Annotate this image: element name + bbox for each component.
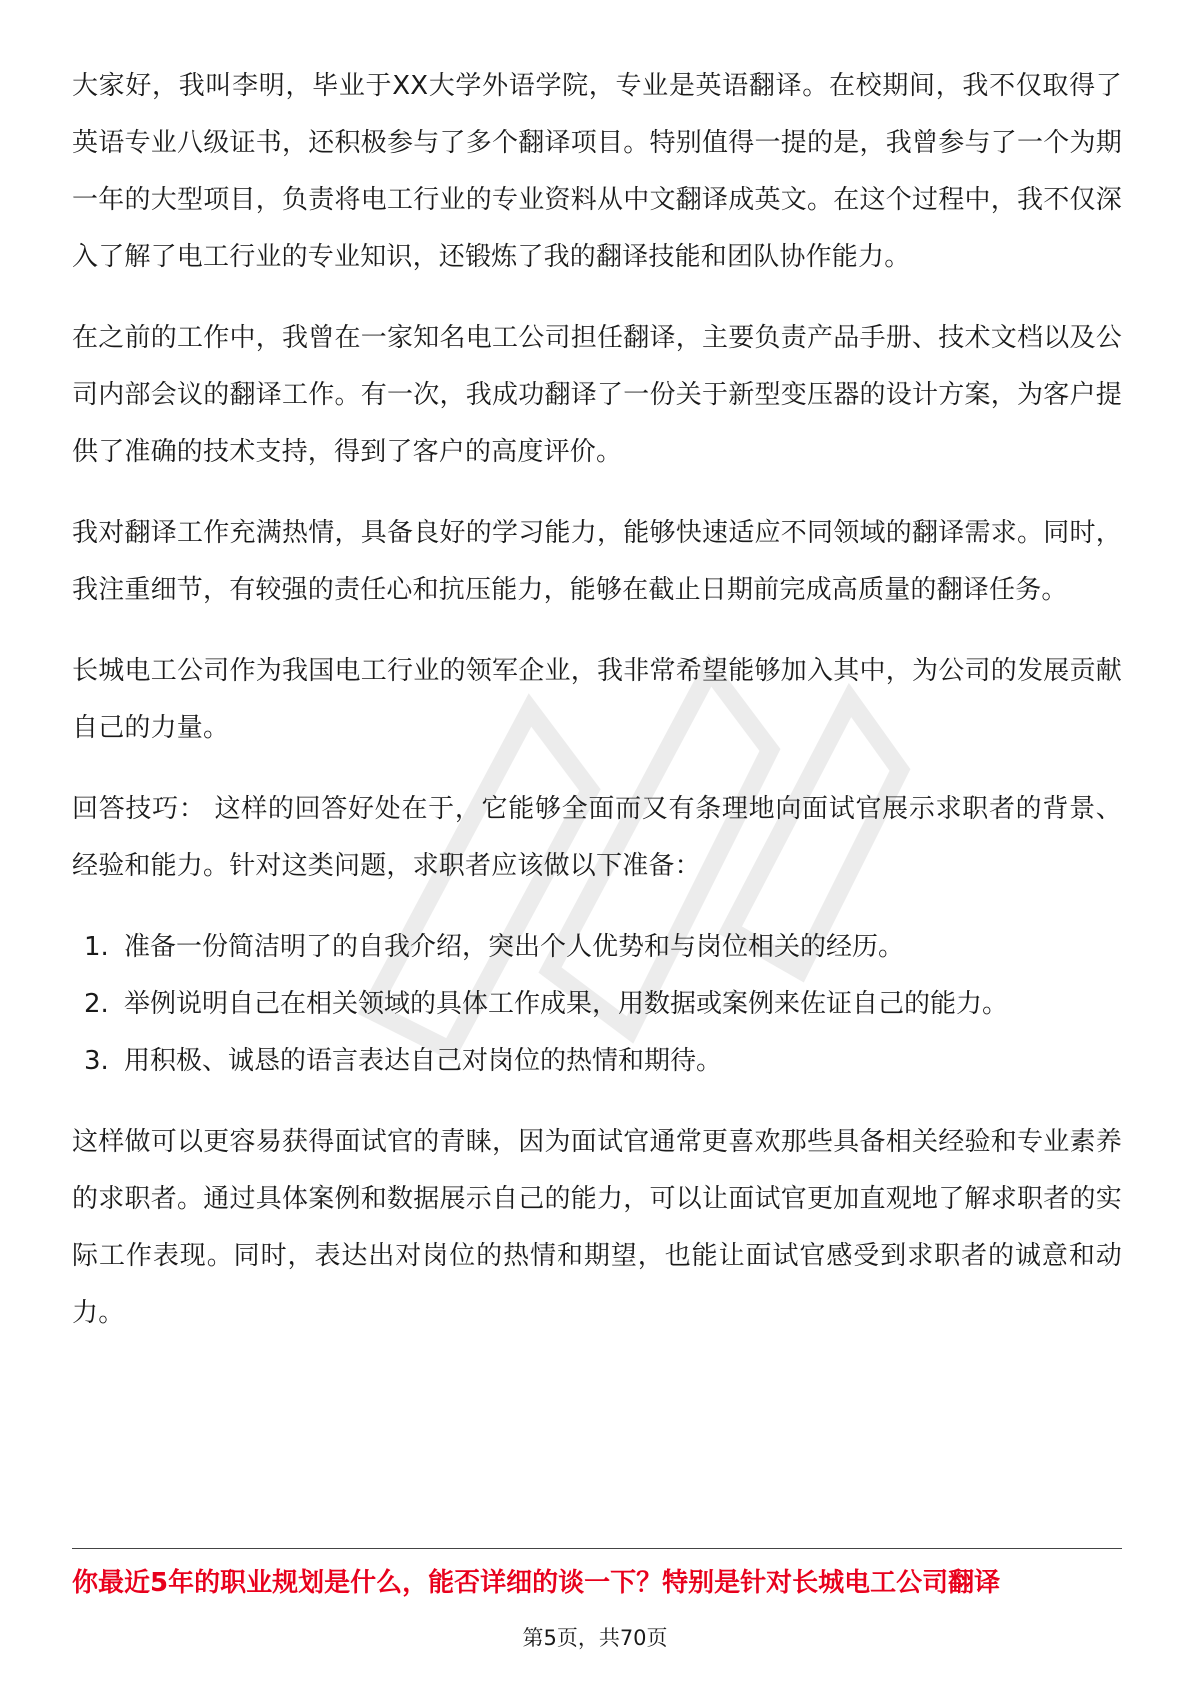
list-item-number: 2. (84, 989, 109, 1019)
list-item (72, 976, 1122, 1033)
paragraph-closing: 这样做可以更容易获得面试官的青睐，因为面试官通常更喜欢那些具备相关经验和专业素养的求职者。通过具体案例和数据展示自己的能力，可以让面试官更加直观地了解求职者的实际工作表现。同时，表达出对岗位的热情和期望，也能让面试官感受到求职者的诚意和动力。 (72, 1127, 1122, 1328)
main-content (72, 58, 1122, 1366)
page-number-footer: 第5页，共70页 (522, 1626, 668, 1650)
list-item-number: 1. (84, 932, 109, 962)
list-item-text: 举例说明自己在相关领域的具体工作成果，用数据或案例来佐证自己的能力。 (124, 989, 1009, 1019)
section-divider (72, 1548, 1122, 1549)
paragraph-self-intro: 大家好，我叫李明，毕业于XX大学外语学院，专业是英语翻译。在校期间，我不仅取得了英语专业八级证书，还积极参与了多个翻译项目。特别值得一提的是，我曾参与了一个为期一年的大型项目，负责将电工行业的专业资料从中文翻译成英文。在这个过程中，我不仅深入了解了电工行业的专业知识，还锻炼了我的翻译技能和团队协作能力。 (72, 71, 1122, 272)
paragraph-strengths: 我对翻译工作充满热情，具备良好的学习能力，能够快速适应不同领域的翻译需求。同时，我注重细节，有较强的责任心和抗压能力，能够在截止日期前完成高质量的翻译任务。 (72, 518, 1122, 605)
paragraph-motivation: 长城电工公司作为我国电工行业的领军企业，我非常希望能够加入其中，为公司的发展贡献自己的力量。 (72, 656, 1122, 743)
next-question-heading: 你最近5年的职业规划是什么，能否详细的谈一下？特别是针对长城电工公司翻译 (72, 1568, 1001, 1598)
paragraph-answer-tips: 回答技巧： 这样的回答好处在于，它能够全面而又有条理地向面试官展示求职者的背景、经验和能力。针对这类问题，求职者应该做以下准备： (72, 794, 1123, 881)
list-item-number: 3. (84, 1046, 109, 1076)
list-item-text: 准备一份简洁明了的自我介绍，突出个人优势和与岗位相关的经历。 (124, 932, 905, 962)
list-item (72, 1033, 1122, 1090)
list-item (72, 919, 1122, 976)
list-item-text: 用积极、诚恳的语言表达自己对岗位的热情和期待。 (124, 1046, 723, 1076)
paragraph-work-experience: 在之前的工作中，我曾在一家知名电工公司担任翻译，主要负责产品手册、技术文档以及公司内部会议的翻译工作。有一次，我成功翻译了一份关于新型变压器的设计方案，为客户提供了准确的技术支持，得到了客户的高度评价。 (72, 323, 1122, 467)
tips-list (72, 919, 1122, 1090)
